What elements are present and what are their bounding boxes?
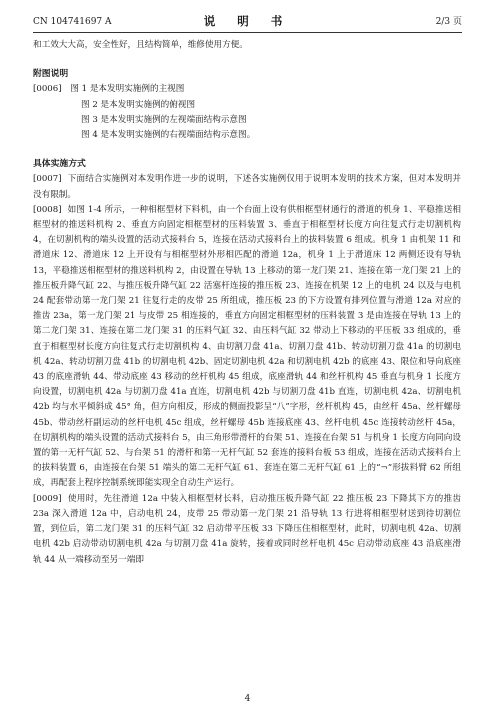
- paragraph-number: [0008]: [33, 204, 62, 215]
- figure-caption-2: 图 2 是本发明实施例的俯视图: [81, 99, 196, 110]
- paragraph-text: 下面结合实施例对本发明作进一步的说明，下述各实施例仅用于说明本发明的技术方案，但对本发明并没有限制。: [33, 174, 461, 200]
- spacer: [33, 143, 461, 157]
- paragraph-text: 使用时，先往滑道 12a 中装入相框型材长料，启动推压板升降气缸 22 推压板 23 下降其下方的推齿 23a 深入滑道 12a 中，启动电机 24，皮带 25 带动第一龙门架 21 沿导轨 13 行进将相框型材送到待切割位置，到位后，第二龙门架 31 的压料气缸 32 启动带平压板 33 下降压住相框型材，此时，切割电机 42a、切割电机 42b 启动带动切割电机 42a 与切割刀盘 41a 旋转，接着或同时丝杆电机 45c 启动带动底座 43 沿底座滑轨 44 从一端移动至另一端即: [33, 493, 461, 565]
- paragraph-text: 如图 1-4 所示，一种相框型材下料机，由一个台面上设有供相框型材通行的滑道的机身 1、平稳推送相框型材的推送料机构 2、垂直方向固定相框型材的压料装置 3、垂直于相框型材长度方向往复式行走切割机构 4，在切割机构的端头设置的活动式接料台 5，连接在活动式接料台上的拔料装置 6 组成。机身 1 由机架 11 和滑道床 12、滑道床 12 上开设有与相框型材外形相匹配的滑道 12a，机身 1 上于滑道床 12 两侧还设有导轨 13，平稳推送相框型材的推送料机构 2，由设置在导轨 13 上移动的第一龙门架 21、连接在第一龙门架 21 上的推压板升降气缸 22、与推压板升降气缸 22 活塞杆连接的推压板 23、连接在机架 12 上的电机 24 以及与电机 24 配套带动第一龙门架 21 往复行走的皮带 25 所组成，推压板 23 的下方设置有排列位置与滑道 12a 对应的推齿 23a，第一龙门架 21 与皮带 25 相连接的，垂直方向固定相框型材的压料装置 3 是由连接在导轨 13 上的第二龙门架 31、连接在第二龙门架 31 的压料气缸 32、由压料气缸 32 带动上下移动的平压板 33 组成的，垂直于相框型材长度方向往复式行走切割机构 4、由切割刀盘 41a、切割刀盘 41b、转动切割刀盘 41a 的切割电机 42a、转动切割刀盘 41b 的切割电机 42b、固定切割电机 42a 和切割电机 42b 的底座 43、限位和导向底座 43 的底座滑轨 44、带动底座 43 移动的丝杆机构 45 组成，底座滑轨 44 和丝杆机构 45 垂直与机身 1 长度方向设置，切割电机 42a 与切割刀盘 41a 直连，切割电机 42b 与切割刀盘 41b 直连，切割电机 42a、切割电机 42b 均与水平倾斜成 45° 角，但方向相反，形成的侧面投影呈“八”字形，丝杆机构 45，由丝杆 45a、丝杆螺母 45b、带动丝杆副运动的丝杆电机 45c 组成，丝杆螺母 45b 连接底座 43、丝杆电机 45c 连接转动丝杆 45a，在切割机构的端头设置的活动式接料台 5，由三角形带滑杆的台架 51、连接在台架 51 与机身 1 长度方向同向设置的第一无杆气缸 52、与台架 51 的滑杆和第一无杆气缸 52 套连的接料台板 53 组成，连接在活动式接料台上的拔料装置 6，由连接在台架 51 端头的第二无杆气缸 61、套连在第二无杆气缸 61 上的“¬”形拔料臂 62 所组成，再配套上程序控制系统即能实现全自动生产运行。: [33, 204, 461, 489]
- continuation-text: 和工效大大高，安全性好，且结构简单，维修使用方便。: [33, 40, 248, 50]
- paragraph-number: [0007]: [33, 174, 62, 185]
- document-title: 说 明 书: [203, 14, 292, 28]
- figure-caption-1: 图 1 是本发明实施例的主视图: [70, 84, 185, 95]
- spacer: [33, 53, 461, 67]
- header-divider: [33, 32, 462, 33]
- document-body: [33, 38, 461, 568]
- paragraph-0008: [33, 203, 461, 492]
- page-info: 2/3 页: [435, 17, 462, 27]
- embodiment-heading: 具体实施方式: [33, 159, 86, 170]
- paragraph-0009: [33, 492, 461, 568]
- figure-caption-4: 图 4 是本发明实施例的右视端面结构示意图。: [81, 130, 256, 141]
- drawings-heading: 附图说明: [33, 69, 69, 80]
- figure-caption-3: 图 3 是本发明实施例的左视端面结构示意图: [81, 114, 247, 125]
- page-number: 4: [244, 694, 251, 704]
- paragraph-number: [0006]: [33, 84, 62, 95]
- publication-number: CN 104741697 A: [33, 17, 112, 27]
- paragraph-number: [0009]: [33, 493, 62, 504]
- paragraph-0006: [33, 82, 461, 97]
- paragraph-0007: [33, 172, 461, 202]
- page-header: [33, 14, 462, 30]
